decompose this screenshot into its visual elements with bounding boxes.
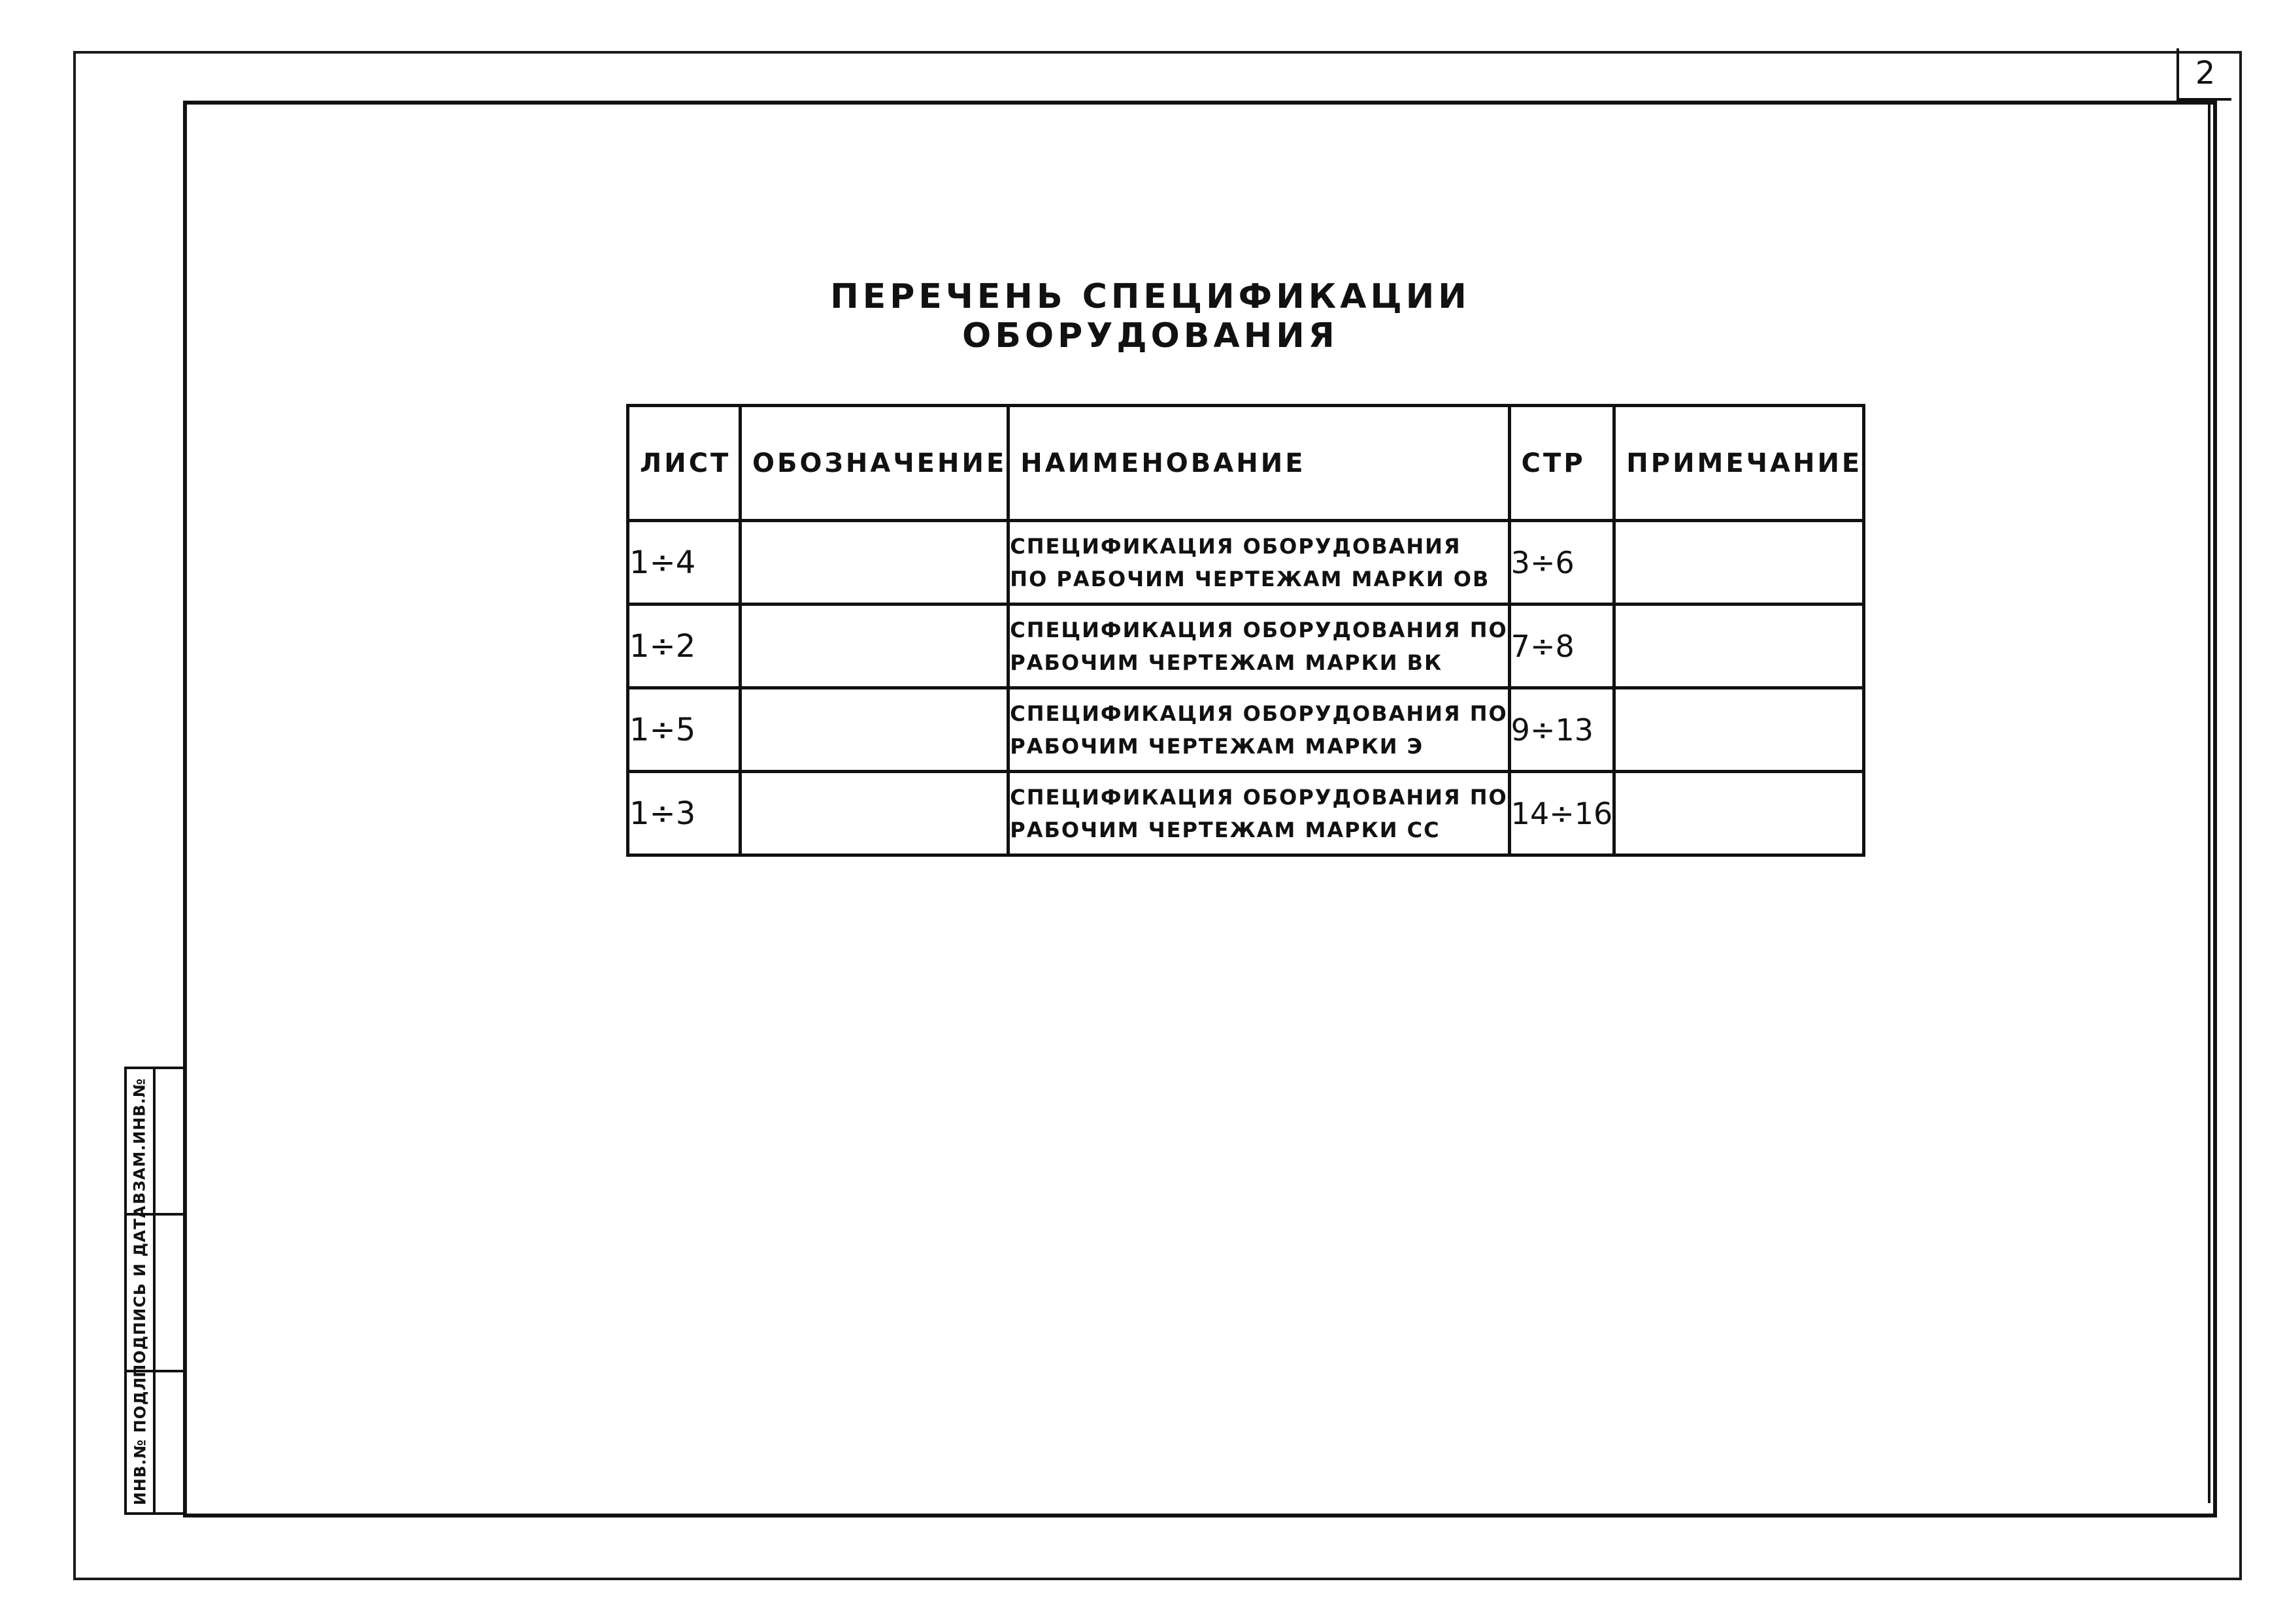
header-sheet: ЛИСТ	[628, 406, 741, 521]
row-name-line1: СПЕЦИФИКАЦИЯ ОБОРУДОВАНИЯ	[1010, 533, 1461, 559]
row-pages: 3÷6	[1509, 521, 1614, 605]
table-row	[628, 605, 1864, 688]
row-sheets: 1÷2	[628, 605, 741, 688]
stamp-label-text: ИНВ.№ ПОДЛ	[131, 1376, 150, 1506]
row-name-line2: РАБОЧИМ ЧЕРТЕЖАМ МАРКИ Э	[1010, 733, 1424, 759]
stamp-label-replacement-inv	[127, 1069, 153, 1213]
row-pages: 14÷16	[1509, 772, 1614, 855]
row-sheets: 1÷4	[628, 521, 741, 605]
header-name: НАИМЕНОВАНИЕ	[1009, 406, 1509, 521]
row-name-line1: СПЕЦИФИКАЦИЯ ОБОРУДОВАНИЯ ПО	[1010, 701, 1508, 726]
header-note: ПРИМЕЧАНИЕ	[1614, 406, 1864, 521]
row-note	[1614, 688, 1864, 772]
row-name	[1009, 688, 1509, 772]
row-name	[1009, 521, 1509, 605]
header-designation: ОБОЗНАЧЕНИЕ	[741, 406, 1009, 521]
sheet-number	[2177, 48, 2231, 101]
table-row	[628, 688, 1864, 772]
table-row	[628, 521, 1864, 605]
row-note	[1614, 605, 1864, 688]
specification-table	[626, 404, 1865, 857]
stamp-label-original-inv	[127, 1370, 153, 1512]
row-pages: 7÷8	[1509, 605, 1614, 688]
document-title: ПЕРЕЧЕНЬ СПЕЦИФИКАЦИИ ОБОРУДОВАНИЯ	[830, 277, 1471, 356]
row-designation	[741, 688, 1009, 772]
row-designation	[741, 521, 1009, 605]
row-name-line1: СПЕЦИФИКАЦИЯ ОБОРУДОВАНИЯ ПО	[1010, 784, 1508, 810]
table-header-row	[628, 406, 1864, 521]
stamp-label-signature-date	[127, 1205, 153, 1378]
row-name-line2: РАБОЧИМ ЧЕРТЕЖАМ МАРКИ ВК	[1010, 650, 1443, 675]
header-pages: СТР	[1509, 406, 1614, 521]
stamp-label-text: ВЗАМ.ИНВ.№	[131, 1078, 149, 1204]
row-name	[1009, 772, 1509, 855]
row-note	[1614, 521, 1864, 605]
row-name-line2: ПО РАБОЧИМ ЧЕРТЕЖАМ МАРКИ ОВ	[1010, 566, 1490, 591]
row-designation	[741, 772, 1009, 855]
row-designation	[741, 605, 1009, 688]
row-name-line2: РАБОЧИМ ЧЕРТЕЖАМ МАРКИ СС	[1010, 817, 1441, 842]
row-sheets: 1÷5	[628, 688, 741, 772]
stamp-label-text: ПОДПИСЬ И ДАТА	[131, 1205, 150, 1378]
row-note	[1614, 772, 1864, 855]
approval-stamp-strip	[124, 1067, 187, 1515]
sheet-number-value: 2	[2195, 55, 2216, 91]
row-name	[1009, 605, 1509, 688]
row-name-line1: СПЕЦИФИКАЦИЯ ОБОРУДОВАНИЯ ПО	[1010, 617, 1508, 642]
frame-right-rule	[2208, 105, 2210, 1503]
table-row	[628, 772, 1864, 855]
stamp-column-divider	[153, 1069, 156, 1512]
row-sheets: 1÷3	[628, 772, 741, 855]
row-pages: 9÷13	[1509, 688, 1614, 772]
